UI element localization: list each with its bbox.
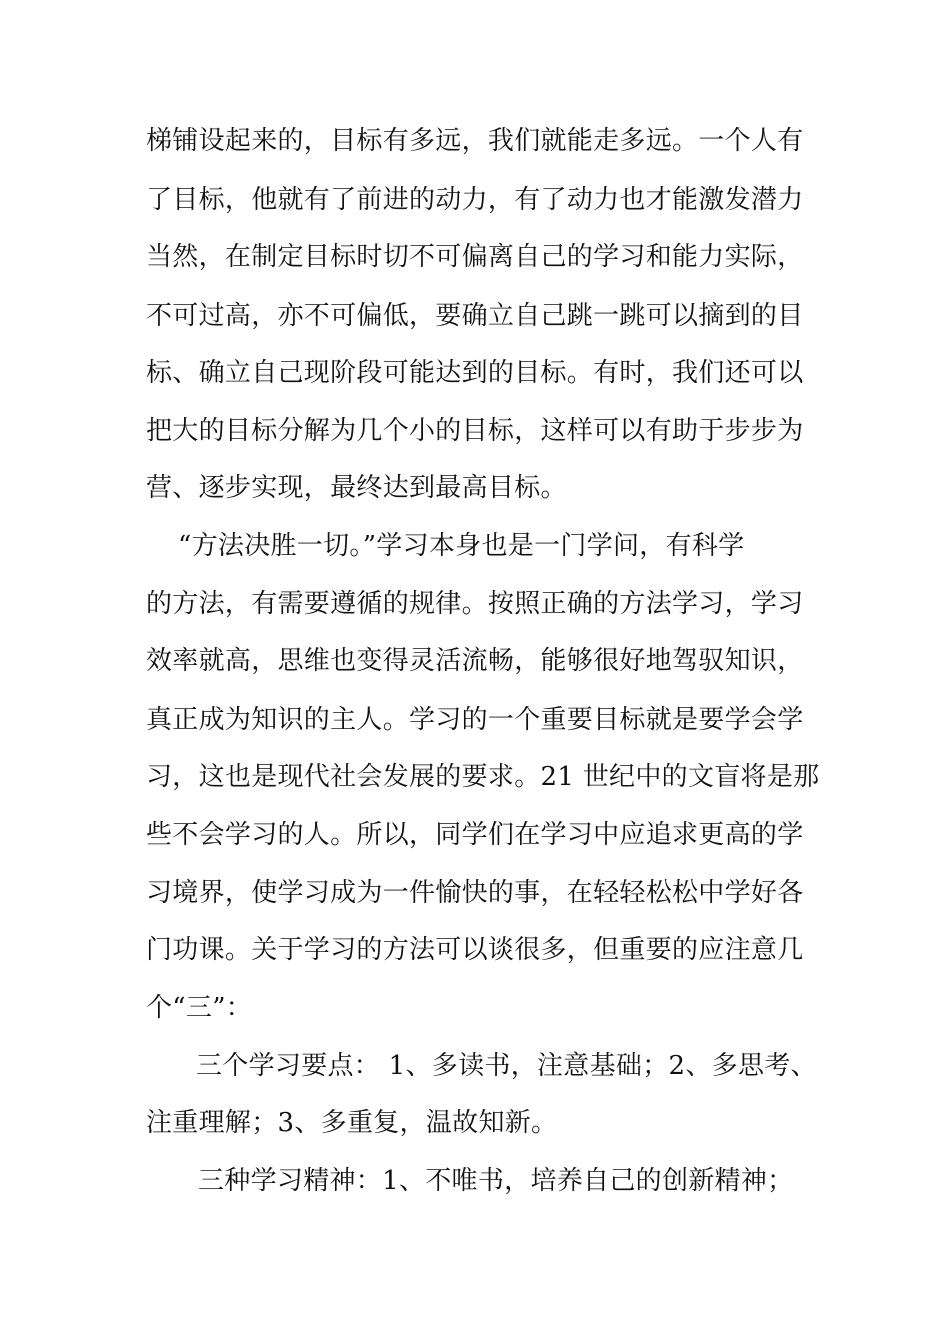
text-line-14: 习境界，使学习成为一件愉快的事，在轻轻松松中学好各 [146, 878, 804, 908]
text-line-3: 当然，在制定目标时切不可偏离自己的学习和能力实际， [146, 242, 804, 272]
text-line-15: 门功课。关于学习的方法可以谈很多，但重要的应注意几 [146, 935, 804, 965]
text-line-2: 了目标，他就有了前进的动力，有了动力也才能激发潜力 [146, 185, 804, 215]
text-line-10: 效率就高，思维也变得灵活流畅，能够很好地驾驭知识， [146, 646, 804, 676]
text-line-19: 三种学习精神：1、不唯书，培养自己的创新精神； [198, 1166, 794, 1196]
text-line-1: 梯铺设起来的，目标有多远，我们就能走多远。一个人有 [146, 126, 804, 156]
text-line-11: 真正成为知识的主人。学习的一个重要目标就是要学会学 [146, 705, 804, 735]
text-line-4: 不可过高，亦不可偏低，要确立自己跳一跳可以摘到的目 [146, 301, 804, 331]
text-line-17: 三个学习要点： 1、多读书，注意基础；2、多思考、 [196, 1051, 817, 1081]
text-line-18: 注重理解；3、多重复，温故知新。 [146, 1108, 558, 1138]
text-line-7: 营、逐步实现，最终达到最高目标。 [146, 473, 567, 503]
text-line-5: 标、确立自己现阶段可能达到的目标。有时，我们还可以 [146, 358, 804, 388]
text-line-12: 习，这也是现代社会发展的要求。21 世纪中的文盲将是那 [146, 762, 820, 792]
text-line-13: 些不会学习的人。所以，同学们在学习中应追求更高的学 [146, 820, 804, 850]
text-line-8: “方法决胜一切。”学习本身也是一门学问，有科学 [178, 531, 745, 561]
text-line-9: 的方法，有需要遵循的规律。按照正确的方法学习，学习 [146, 589, 804, 619]
text-line-6: 把大的目标分解为几个小的目标，这样可以有助于步步为 [146, 416, 804, 446]
text-line-16: 个“三”： [146, 993, 253, 1023]
